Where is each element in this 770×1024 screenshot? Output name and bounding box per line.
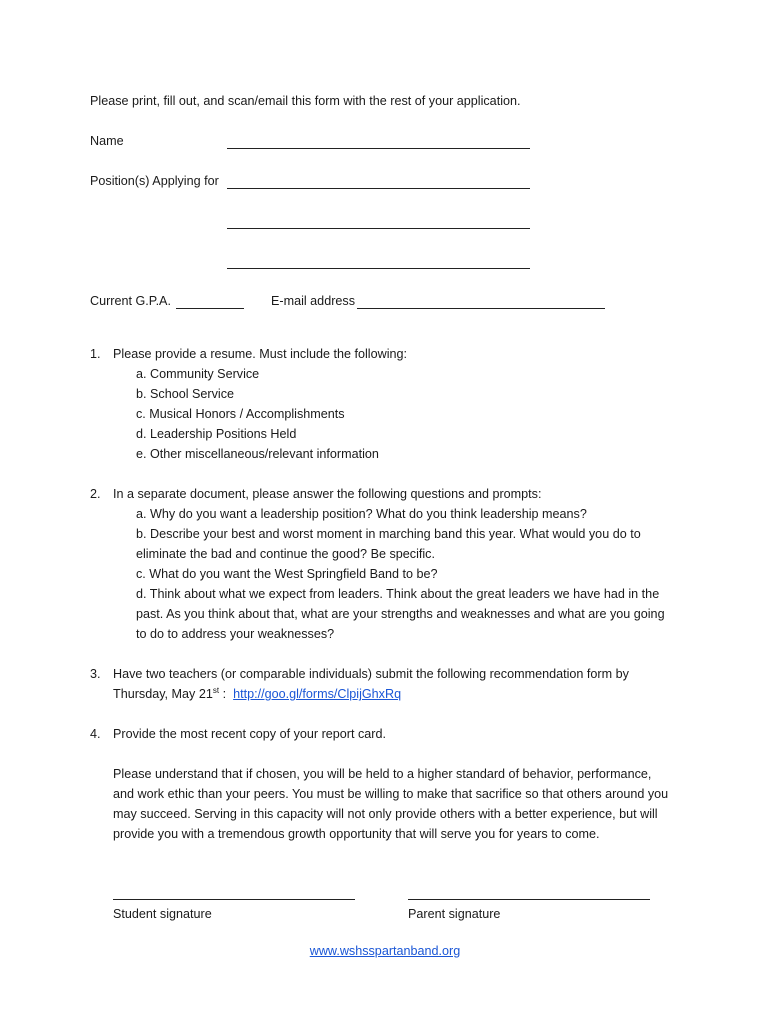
item-2-number: 2.: [90, 487, 101, 501]
name-label: Name: [90, 134, 124, 148]
item-1-number: 1.: [90, 347, 101, 361]
item-2-sub-d-cont-2: to do to address your weaknesses?: [136, 627, 335, 641]
band-website-link[interactable]: www.wshsspartanband.org: [309, 944, 461, 958]
positions-label: Position(s) Applying for: [90, 174, 219, 188]
student-signature-label: Student signature: [113, 907, 212, 921]
item-1-sub-d: d. Leadership Positions Held: [136, 427, 297, 441]
item-1-sub-c: c. Musical Honors / Accomplishments: [136, 407, 345, 421]
position-input-line-3[interactable]: [227, 268, 530, 269]
gpa-input-line[interactable]: [176, 308, 244, 309]
email-label: E-mail address: [271, 294, 355, 308]
item-3-line-1: Have two teachers (or comparable individuals) submit the following recommendation form by: [113, 667, 629, 681]
intro-text: Please print, fill out, and scan/email this form with the rest of your application.: [90, 94, 521, 108]
closing-line-2: and work ethic than your peers. You must be willing to make that sacrifice so that others around you: [113, 787, 669, 801]
item-4-text: Provide the most recent copy of your report card.: [113, 727, 386, 741]
item-4-number: 4.: [90, 727, 101, 741]
parent-signature-line[interactable]: [408, 899, 650, 900]
email-input-line[interactable]: [357, 308, 605, 309]
item-3-line-2: [113, 687, 401, 701]
item-2-sub-a: a. Why do you want a leadership position? What do you think leadership means?: [136, 507, 587, 521]
deadline-separator: :: [219, 687, 234, 701]
name-input-line[interactable]: [227, 148, 530, 149]
item-2-sub-b: b. Describe your best and worst moment in marching band this year. What would you do to: [136, 527, 641, 541]
item-2-text: In a separate document, please answer the following questions and prompts:: [113, 487, 542, 501]
deadline-text: Thursday, May 21: [113, 687, 213, 701]
item-3-number: 3.: [90, 667, 101, 681]
item-1-sub-b: b. School Service: [136, 387, 235, 401]
item-1-text: Please provide a resume. Must include the following:: [113, 347, 408, 361]
deadline-suffix: st: [212, 685, 220, 695]
closing-line-3: may succeed. Serving in this capacity will not only provide others with a better experience, but will: [113, 807, 658, 821]
item-1-sub-a: a. Community Service: [136, 367, 260, 381]
position-input-line-1[interactable]: [227, 188, 530, 189]
gpa-label: Current G.P.A.: [90, 294, 171, 308]
item-2-sub-c: c. What do you want the West Springfield Band to be?: [136, 567, 438, 581]
closing-line-1: Please understand that if chosen, you will be held to a higher standard of behavior, performance,: [113, 767, 652, 781]
item-1-sub-e: e. Other miscellaneous/relevant information: [136, 447, 379, 461]
item-2-sub-d-cont-1: past. As you think about that, what are your strengths and weaknesses and what are you going: [136, 607, 665, 621]
closing-line-4: provide you with a tremendous growth opportunity that will serve you for years to come.: [113, 827, 600, 841]
parent-signature-label: Parent signature: [408, 907, 501, 921]
position-input-line-2[interactable]: [227, 228, 530, 229]
recommendation-form-link[interactable]: http://goo.gl/forms/ClpijGhxRq: [233, 687, 402, 701]
item-2-sub-d: d. Think about what we expect from leaders. Think about the great leaders we have had in the: [136, 587, 660, 601]
item-2-sub-b-cont: eliminate the bad and continue the good? Be specific.: [136, 547, 435, 561]
student-signature-line[interactable]: [113, 899, 355, 900]
